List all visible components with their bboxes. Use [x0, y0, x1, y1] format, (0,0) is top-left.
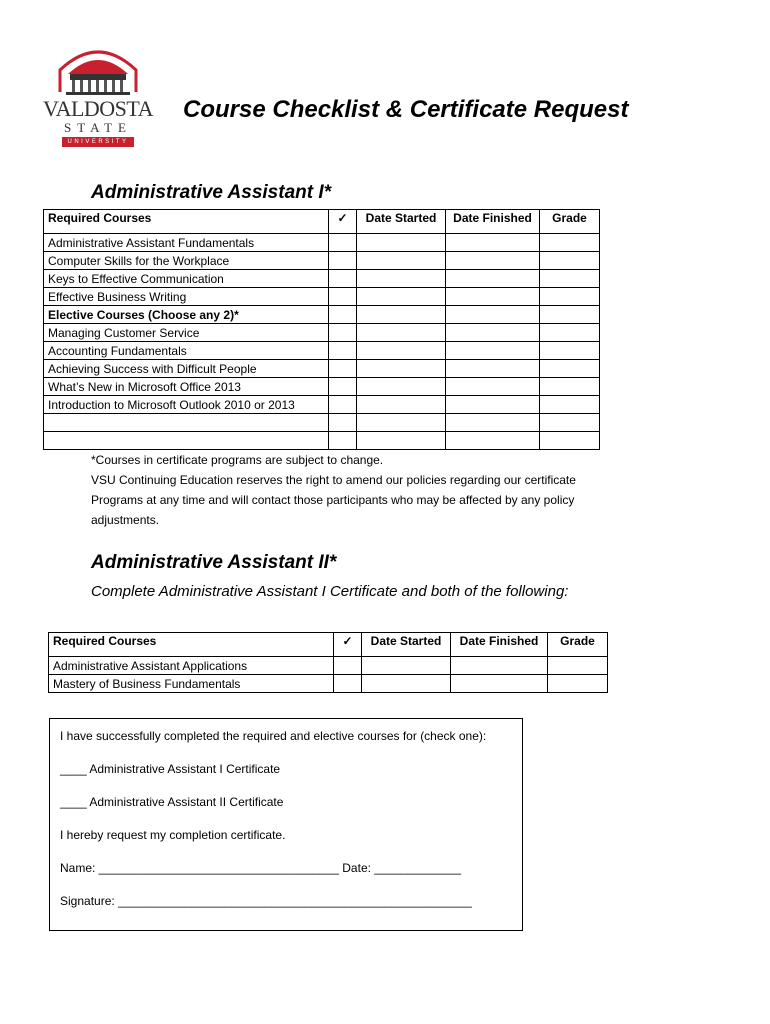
check-cell[interactable] — [329, 288, 357, 306]
check-cell[interactable] — [329, 234, 357, 252]
name-date-field[interactable]: Name: ____________________________________ Date: _____________ — [60, 861, 462, 875]
section-title-aa1: Administrative Assistant I* — [91, 182, 332, 203]
date-started-cell[interactable] — [357, 234, 446, 252]
date-started-cell[interactable] — [357, 432, 446, 450]
date-finished-cell[interactable] — [451, 675, 548, 693]
date-finished-cell[interactable] — [446, 306, 540, 324]
table-row — [44, 396, 600, 414]
col-grade: Grade — [548, 633, 608, 657]
grade-cell[interactable] — [540, 432, 600, 450]
table-header-row — [49, 633, 608, 657]
grade-cell[interactable] — [540, 324, 600, 342]
date-started-cell[interactable] — [357, 396, 446, 414]
logo-wordmark: VALDOSTA — [43, 96, 153, 121]
certificate-request-box — [49, 718, 523, 931]
aa2-course-table — [48, 632, 608, 693]
section-subtitle-aa2: Complete Administrative Assistant I Certificate and both of the following: — [91, 583, 569, 600]
date-finished-cell[interactable] — [446, 288, 540, 306]
course-name: Achieving Success with Difficult People — [44, 360, 329, 378]
date-started-cell[interactable] — [357, 252, 446, 270]
check-cell[interactable] — [329, 270, 357, 288]
section-title-aa2: Administrative Assistant II* — [91, 552, 337, 573]
grade-cell[interactable] — [540, 306, 600, 324]
date-finished-cell[interactable] — [451, 657, 548, 675]
col-required-courses: Required Courses — [49, 633, 334, 657]
page-title: Course Checklist & Certificate Request — [183, 96, 629, 123]
building-dome-icon — [56, 40, 140, 96]
col-date-started: Date Started — [362, 633, 451, 657]
check-cell[interactable] — [329, 342, 357, 360]
course-name: Effective Business Writing — [44, 288, 329, 306]
table-row — [44, 324, 600, 342]
date-finished-cell[interactable] — [446, 342, 540, 360]
date-finished-cell[interactable] — [446, 432, 540, 450]
grade-cell[interactable] — [548, 657, 608, 675]
option-aa1-certificate[interactable]: ____ Administrative Assistant I Certificate — [60, 762, 281, 776]
table-row — [44, 378, 600, 396]
date-finished-cell[interactable] — [446, 324, 540, 342]
col-required-courses: Required Courses — [44, 210, 329, 234]
date-finished-cell[interactable] — [446, 252, 540, 270]
check-cell[interactable] — [334, 675, 362, 693]
aa1-course-table — [43, 209, 600, 450]
date-finished-cell[interactable] — [446, 396, 540, 414]
date-started-cell[interactable] — [362, 675, 451, 693]
signature-field[interactable]: Signature: _____________________________________________________ — [60, 894, 472, 908]
course-name[interactable] — [44, 414, 329, 432]
col-date-started: Date Started — [357, 210, 446, 234]
grade-cell[interactable] — [540, 414, 600, 432]
note-line: *Courses in certificate programs are subject to change. — [91, 453, 384, 467]
table-row — [49, 657, 608, 675]
date-started-cell[interactable] — [357, 360, 446, 378]
notes-block — [91, 450, 576, 530]
course-name[interactable] — [44, 432, 329, 450]
grade-cell[interactable] — [540, 270, 600, 288]
option-aa2-certificate[interactable]: ____ Administrative Assistant II Certificate — [60, 795, 284, 809]
request-statement: I hereby request my completion certificate. — [60, 828, 286, 842]
date-finished-cell[interactable] — [446, 414, 540, 432]
date-started-cell[interactable] — [357, 378, 446, 396]
grade-cell[interactable] — [540, 360, 600, 378]
table-row — [49, 675, 608, 693]
table-row — [44, 270, 600, 288]
course-name: Managing Customer Service — [44, 324, 329, 342]
check-cell[interactable] — [329, 360, 357, 378]
logo-subtext: STATE — [64, 120, 132, 135]
course-name: Introduction to Microsoft Outlook 2010 or 2013 — [44, 396, 329, 414]
col-check: ✓ — [329, 210, 357, 234]
col-date-finished: Date Finished — [446, 210, 540, 234]
table-row — [44, 288, 600, 306]
course-name: Administrative Assistant Applications — [49, 657, 334, 675]
date-finished-cell[interactable] — [446, 270, 540, 288]
date-started-cell[interactable] — [357, 324, 446, 342]
course-name: Mastery of Business Fundamentals — [49, 675, 334, 693]
request-intro: I have successfully completed the required and elective courses for (check one): — [60, 729, 487, 743]
col-date-finished: Date Finished — [451, 633, 548, 657]
date-started-cell[interactable] — [362, 657, 451, 675]
date-started-cell[interactable] — [357, 288, 446, 306]
note-line: VSU Continuing Education reserves the right to amend our policies regarding our certificate — [91, 473, 576, 487]
table-header-row — [44, 210, 600, 234]
course-name: What’s New in Microsoft Office 2013 — [44, 378, 329, 396]
grade-cell[interactable] — [540, 342, 600, 360]
grade-cell[interactable] — [540, 252, 600, 270]
check-cell[interactable] — [329, 396, 357, 414]
date-started-cell[interactable] — [357, 270, 446, 288]
course-name: Accounting Fundamentals — [44, 342, 329, 360]
table-row — [44, 432, 600, 450]
course-name: Keys to Effective Communication — [44, 270, 329, 288]
logo-band: UNIVERSITY — [62, 137, 134, 147]
check-cell[interactable] — [329, 252, 357, 270]
course-name: Administrative Assistant Fundamentals — [44, 234, 329, 252]
table-row — [44, 342, 600, 360]
check-cell[interactable] — [329, 324, 357, 342]
date-finished-cell[interactable] — [446, 360, 540, 378]
note-line: Programs at any time and will contact those participants who may be affected by any policy — [91, 493, 575, 507]
check-cell[interactable] — [329, 306, 357, 324]
date-started-cell[interactable] — [357, 306, 446, 324]
col-grade: Grade — [540, 210, 600, 234]
date-finished-cell[interactable] — [446, 378, 540, 396]
table-row — [44, 414, 600, 432]
university-logo — [42, 40, 154, 150]
grade-cell[interactable] — [540, 378, 600, 396]
note-line: adjustments. — [91, 513, 160, 527]
check-cell[interactable] — [334, 657, 362, 675]
col-check: ✓ — [334, 633, 362, 657]
table-row — [44, 360, 600, 378]
table-row — [44, 306, 600, 324]
elective-heading: Elective Courses (Choose any 2)* — [44, 306, 329, 324]
grade-cell[interactable] — [540, 234, 600, 252]
date-finished-cell[interactable] — [446, 234, 540, 252]
course-name: Computer Skills for the Workplace — [44, 252, 329, 270]
date-started-cell[interactable] — [357, 342, 446, 360]
date-started-cell[interactable] — [357, 414, 446, 432]
grade-cell[interactable] — [548, 675, 608, 693]
grade-cell[interactable] — [540, 288, 600, 306]
check-cell[interactable] — [329, 378, 357, 396]
grade-cell[interactable] — [540, 396, 600, 414]
check-cell[interactable] — [329, 414, 357, 432]
table-row — [44, 252, 600, 270]
check-cell[interactable] — [329, 432, 357, 450]
table-row — [44, 234, 600, 252]
